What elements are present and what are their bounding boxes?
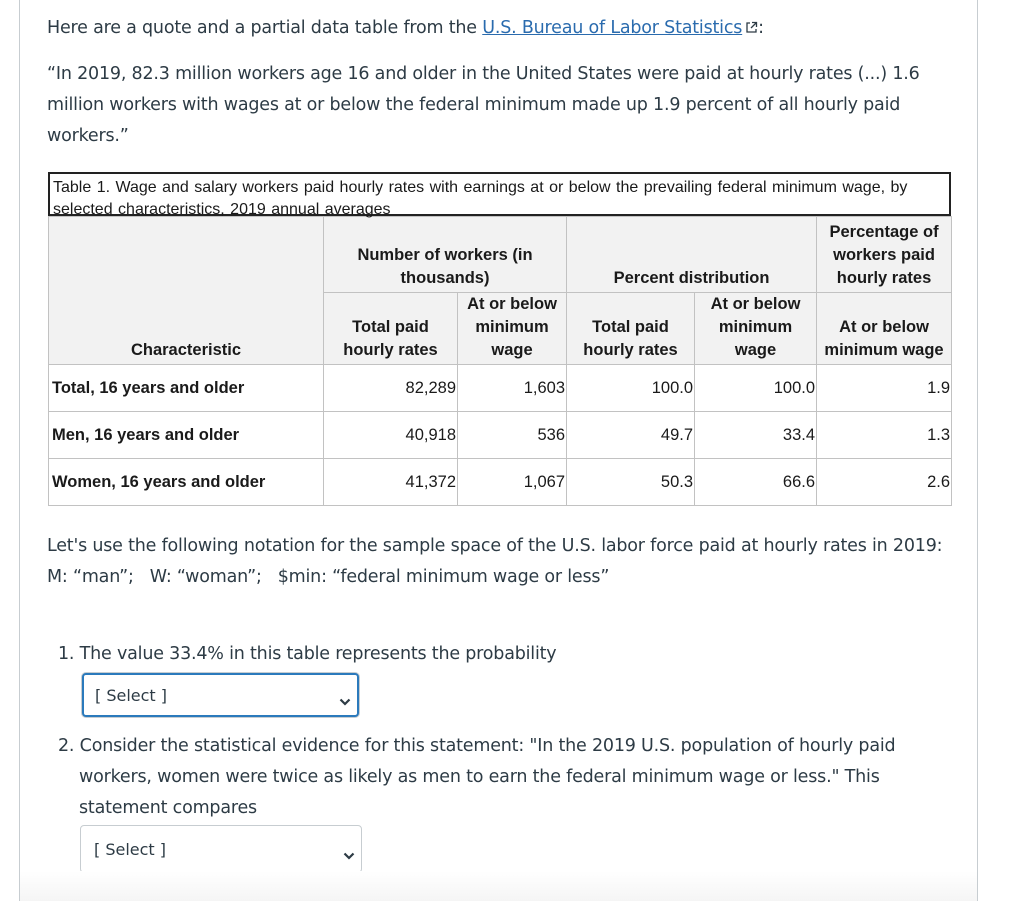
question-1 bbox=[58, 639, 938, 670]
question-2 bbox=[58, 731, 958, 824]
bls-link[interactable]: U.S. Bureau of Labor Statistics bbox=[482, 18, 743, 38]
notation-paragraph bbox=[47, 531, 952, 593]
external-link-icon bbox=[745, 14, 758, 27]
row-label: Men, 16 years and older bbox=[49, 412, 324, 459]
question-2-number: 2. bbox=[58, 736, 75, 756]
question-2-select[interactable] bbox=[80, 825, 362, 873]
intro-prefix: Here are a quote and a partial data table from the bbox=[47, 18, 483, 38]
row-label: Total, 16 years and older bbox=[49, 365, 324, 412]
question-2-text-line1: Consider the statistical evidence for this statement: "In the 2019 U.S. population of hourly paid bbox=[79, 736, 896, 756]
question-2-text-rest: workers, women were twice as likely as men to earn the federal minimum wage or less." This statement compares bbox=[79, 767, 880, 818]
question-1-text: The value 33.4% in this table represents the probability bbox=[79, 644, 557, 664]
intro-suffix: : bbox=[758, 18, 764, 38]
question-1-select-value: [ Select ] bbox=[95, 685, 168, 705]
cell-value: 100.0 bbox=[567, 365, 695, 412]
subheader-min-wage-rate: At or below minimum wage bbox=[817, 293, 952, 365]
cell-value: 41,372 bbox=[324, 459, 458, 506]
question-1-number: 1. bbox=[58, 644, 75, 664]
intro-paragraph bbox=[47, 13, 947, 44]
subheader-min-wage-pct: At or below minimum wage bbox=[695, 293, 817, 365]
cell-value: 2.6 bbox=[817, 459, 952, 506]
bls-quote: “In 2019, 82.3 million workers age 16 and older in the United States were paid at hourly rates (...) 1.6 million workers with wages at or below the federal minimum made up 1.9 percent of all hourly paid workers.” bbox=[47, 64, 920, 146]
header-characteristic: Characteristic bbox=[49, 217, 324, 365]
table-caption: Table 1. Wage and salary workers paid hourly rates with earnings at or below the prevailing federal minimum wage, by selected characteristics, 2019 annual averages bbox=[48, 172, 951, 216]
cell-value: 82,289 bbox=[324, 365, 458, 412]
header-number-of-workers: Number of workers (in thousands) bbox=[324, 217, 567, 293]
table-row-women bbox=[49, 459, 952, 506]
subheader-total-paid-pct: Total paid hourly rates bbox=[567, 293, 695, 365]
notation-line2: M: “man”; W: “woman”; $min: “federal minimum wage or less” bbox=[47, 567, 610, 587]
cell-value: 1,603 bbox=[458, 365, 567, 412]
notation-line1: Let's use the following notation for the sample space of the U.S. labor force paid at hourly rates in 2019: bbox=[47, 536, 943, 556]
cell-value: 100.0 bbox=[695, 365, 817, 412]
question-1-select[interactable] bbox=[82, 673, 359, 717]
header-percentage-paid-hourly: Percentage of workers paid hourly rates bbox=[817, 217, 952, 293]
cell-value: 1.9 bbox=[817, 365, 952, 412]
table-row-total bbox=[49, 365, 952, 412]
cell-value: 1.3 bbox=[817, 412, 952, 459]
bls-data-table bbox=[48, 172, 951, 506]
cell-value: 33.4 bbox=[695, 412, 817, 459]
wage-table bbox=[48, 216, 952, 506]
panel-footer bbox=[20, 871, 977, 901]
subheader-min-wage-count: At or below minimum wage bbox=[458, 293, 567, 365]
cell-value: 49.7 bbox=[567, 412, 695, 459]
chevron-down-icon bbox=[339, 691, 351, 699]
cell-value: 66.6 bbox=[695, 459, 817, 506]
subheader-total-paid-count: Total paid hourly rates bbox=[324, 293, 458, 365]
question-2-select-value: [ Select ] bbox=[94, 839, 167, 859]
cell-value: 40,918 bbox=[324, 412, 458, 459]
header-percent-distribution: Percent distribution bbox=[567, 217, 817, 293]
cell-value: 536 bbox=[458, 412, 567, 459]
row-label: Women, 16 years and older bbox=[49, 459, 324, 506]
chevron-down-icon bbox=[343, 845, 355, 853]
table-row-men bbox=[49, 412, 952, 459]
cell-value: 1,067 bbox=[458, 459, 567, 506]
content-panel bbox=[19, 0, 978, 901]
cell-value: 50.3 bbox=[567, 459, 695, 506]
